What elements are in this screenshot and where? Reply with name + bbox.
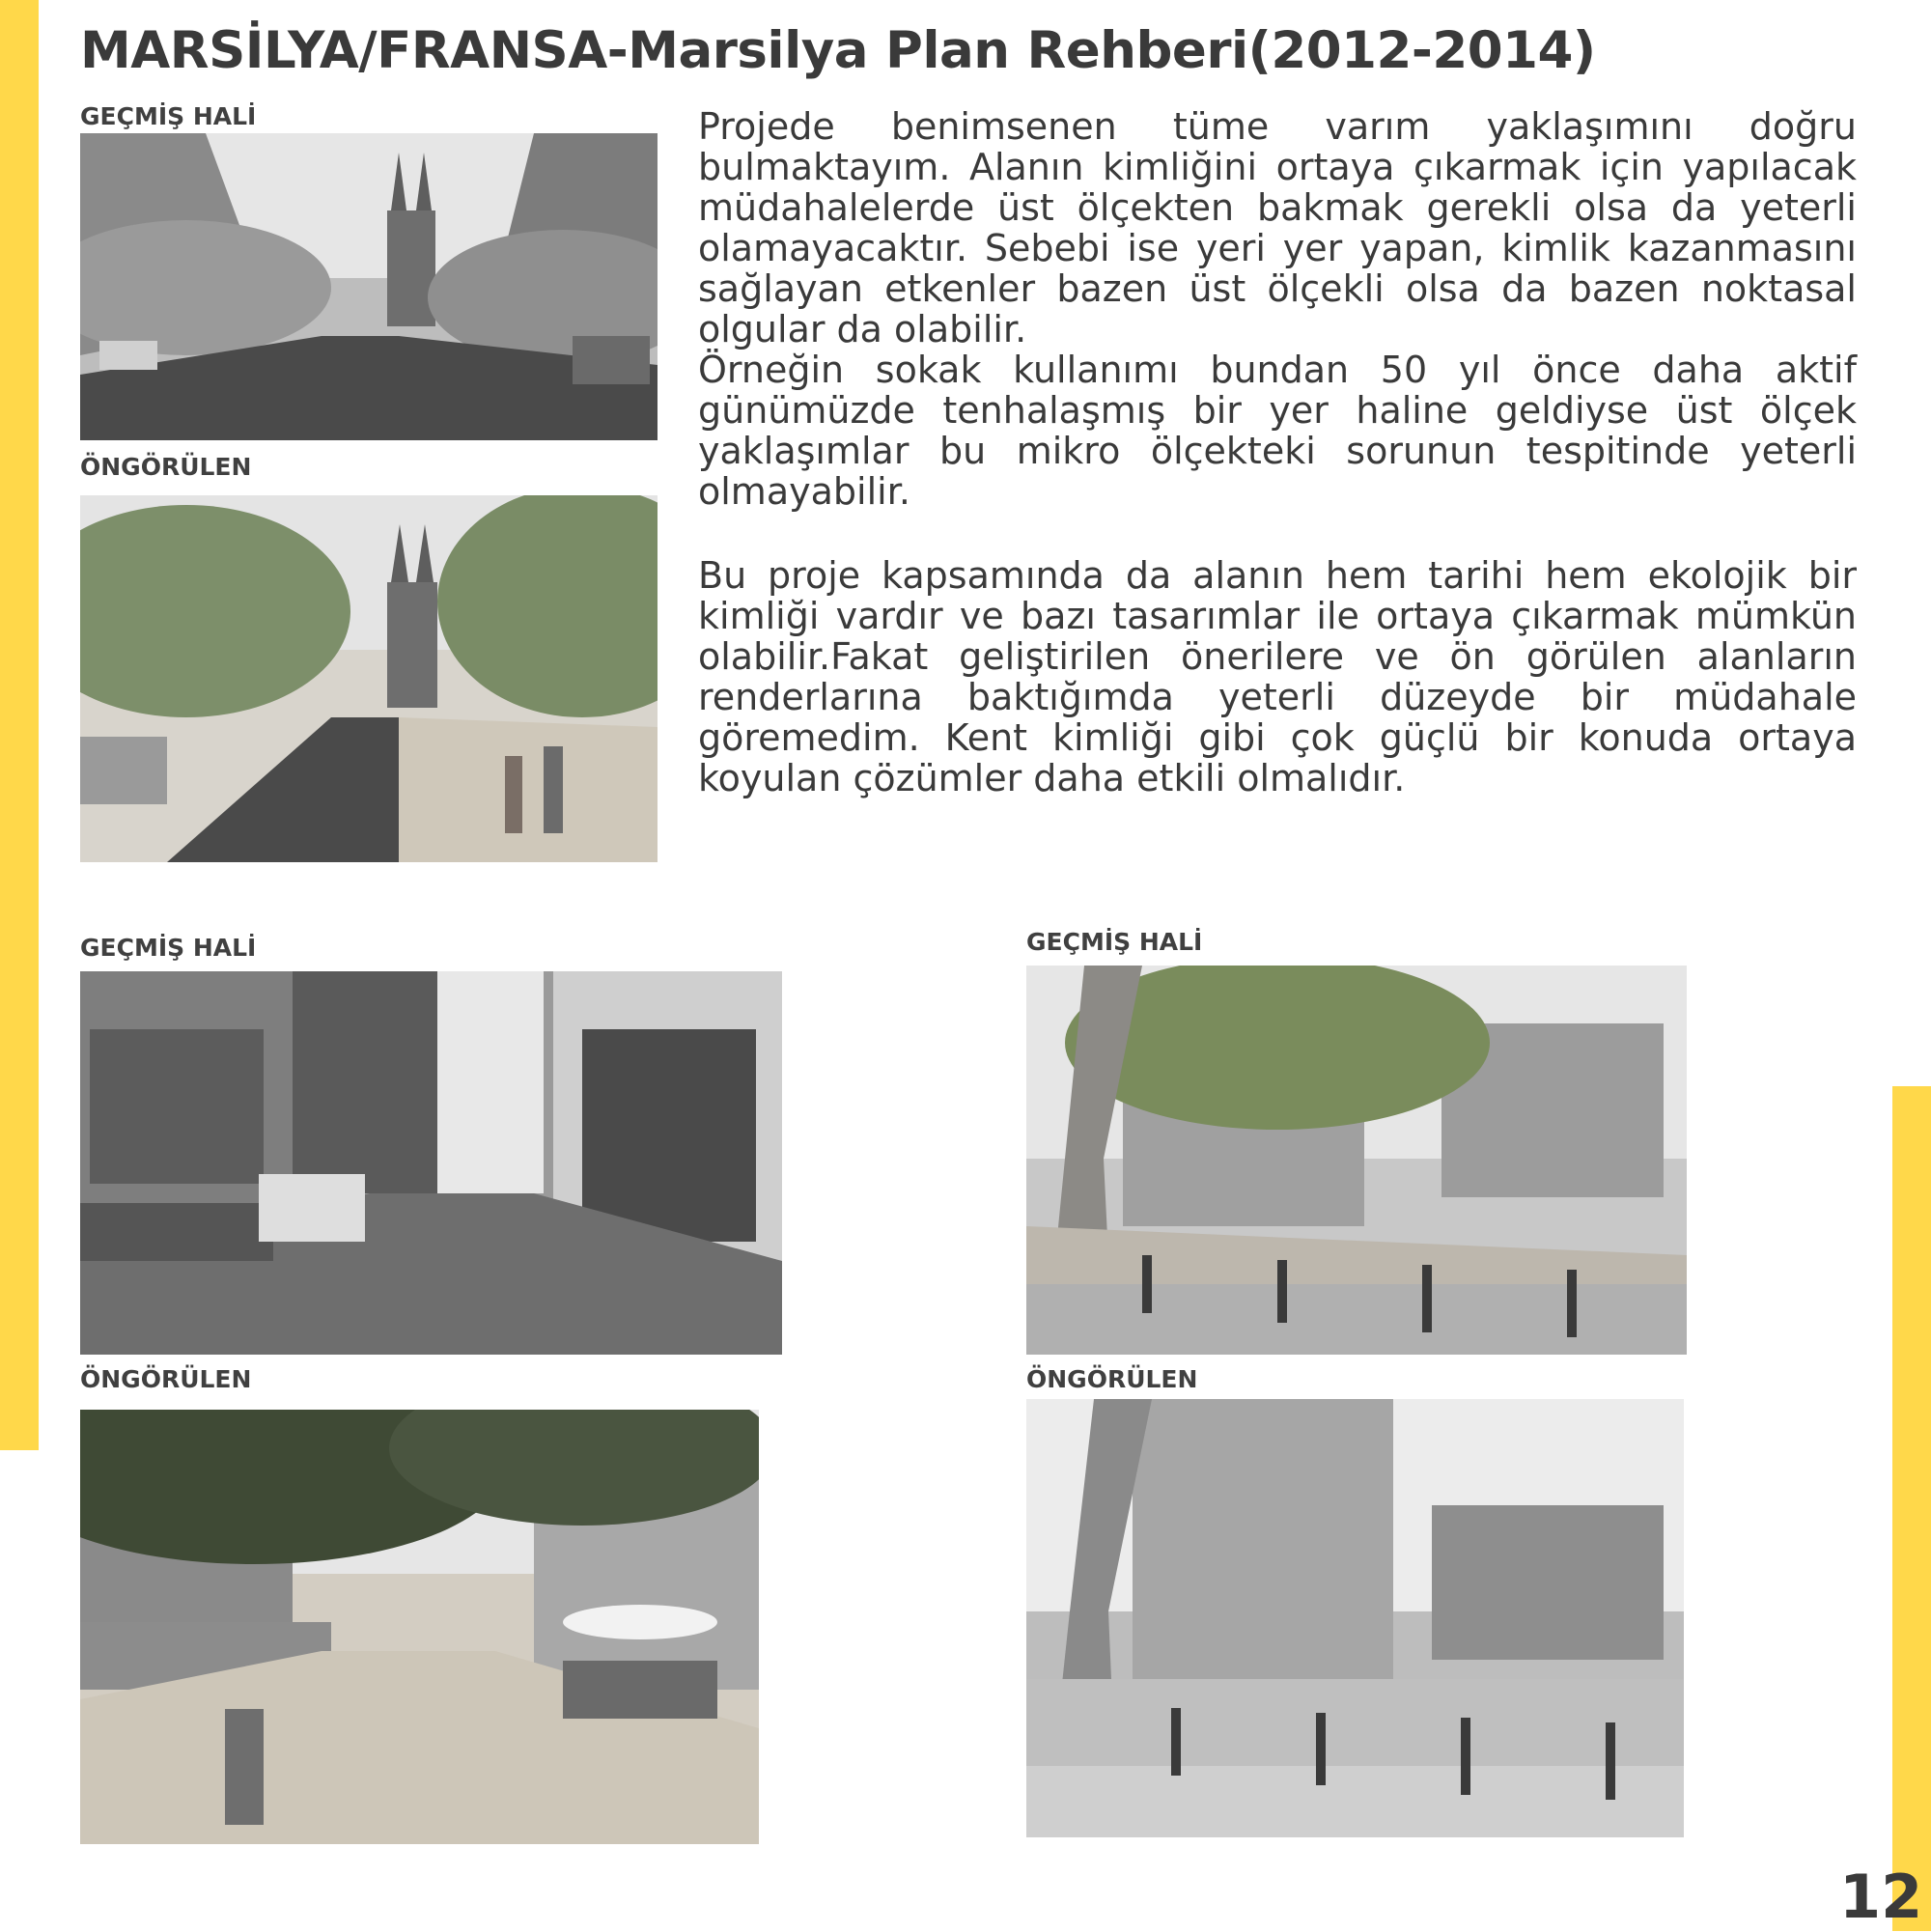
photo-sidewalk-proposed [80,1410,759,1844]
paragraph-2: Örneğin sokak kullanımı bundan 50 yıl önce daha aktif günümüzde tenhalaşmış bir yer haline geldiyse üst ölçek yaklaşımlar bu mikro ölçekteki sorunun tespitinde yeterli olmayabilir. [698,349,1857,513]
label-past-1: GEÇMİŞ HALİ [80,102,257,130]
photo-street-past [80,133,658,440]
photo-sidewalk-past [80,971,782,1355]
label-proposed-1: ÖNGÖRÜLEN [80,453,252,481]
label-past-3: GEÇMİŞ HALİ [1026,928,1203,956]
photo-square-proposed [1026,1399,1684,1837]
paragraph-1: Projede benimsenen tüme varım yaklaşımını doğru bulmaktayım. Alanın kimliğini ortaya çıkarmak için yapılacak müdahalelerde üst ölçekten bakmak gerekli olsa da yeterli olamayacaktır. Sebebi ise yeri yer yapan, kimlik kazanmasını sağlayan etkenler bazen üst ölçekli olsa da bazen noktasal olgular da olabilir. [698,105,1857,350]
accent-bar-left [0,0,39,1450]
label-proposed-2: ÖNGÖRÜLEN [80,1365,252,1393]
page-title: MARSİLYA/FRANSA-Marsilya Plan Rehberi(2012-2014) [80,21,1596,80]
accent-bar-right [1892,1086,1931,1931]
label-proposed-3: ÖNGÖRÜLEN [1026,1365,1198,1393]
photo-square-past [1026,966,1687,1355]
photo-street-proposed [80,495,658,862]
page-number: 12 [1839,1862,1923,1932]
paragraph-3: Bu proje kapsamında da alanın hem tarihi hem ekolojik bir kimliği vardır ve bazı tasarımlar ile ortaya çıkarmak mümkün olabilir.Fakat geliştirilen önerilere ve ön görülen alanların renderlarına baktığımda yeterli düzeyde bir müdahale göremedim. Kent kimliği gibi çok güçlü bir konuda ortaya koyulan çözümler daha etkili olmalıdır. [698,554,1857,799]
label-past-2: GEÇMİŞ HALİ [80,934,257,962]
